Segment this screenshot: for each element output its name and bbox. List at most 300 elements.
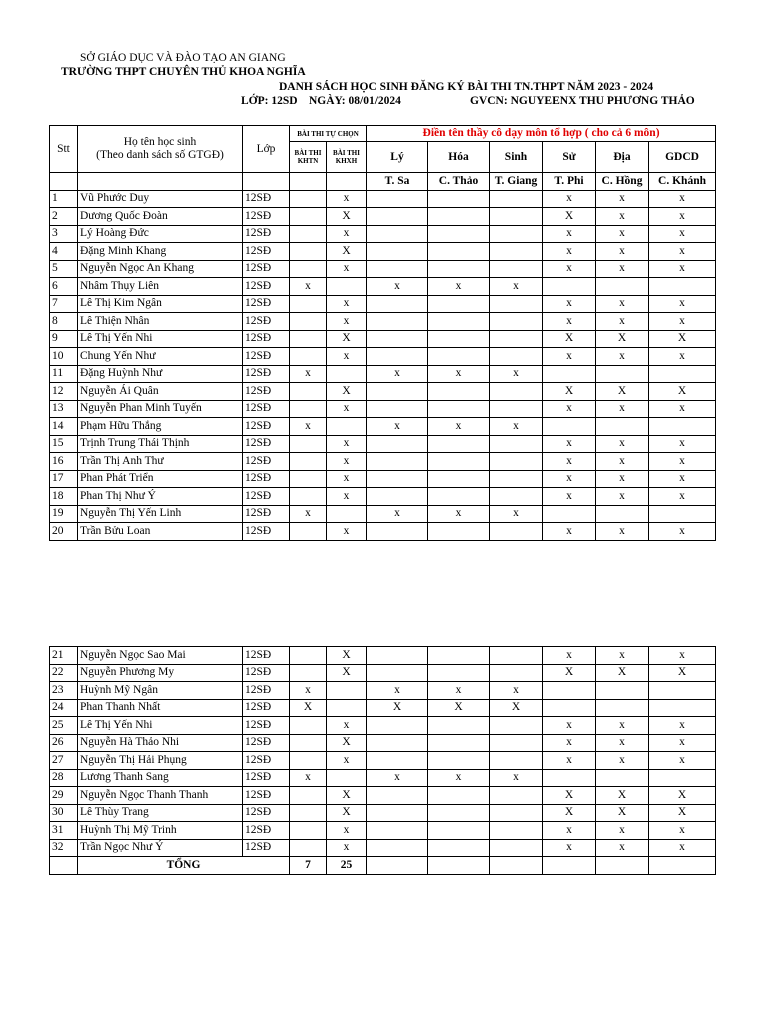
- name-header-line1: Họ tên học sinh: [123, 136, 197, 148]
- row-class: 12SĐ: [243, 383, 290, 401]
- mark-su: x: [543, 260, 596, 278]
- mark-gdcd: x: [649, 208, 716, 226]
- row-class: 12SĐ: [243, 734, 290, 752]
- mark-dia: X: [596, 383, 649, 401]
- mark-khxh: X: [327, 208, 367, 226]
- row-stt: 29: [50, 787, 78, 805]
- table-row: [50, 330, 716, 348]
- mark-dia: X: [596, 330, 649, 348]
- total-khxh: 25: [327, 857, 367, 875]
- mark-ly: [367, 488, 428, 506]
- table-row: [50, 348, 716, 366]
- mark-su: x: [543, 488, 596, 506]
- mark-hoa: [428, 383, 490, 401]
- mark-ly: [367, 734, 428, 752]
- mark-su: [543, 682, 596, 700]
- total-row-blank: [649, 857, 716, 875]
- row-class: 12SĐ: [243, 647, 290, 665]
- mark-su: x: [543, 647, 596, 665]
- mark-sinh: [490, 752, 543, 770]
- row-stt: 6: [50, 278, 78, 296]
- rows-part2: [50, 647, 716, 857]
- mark-khtn: x: [290, 769, 327, 787]
- row-student-name: Trần Thị Anh Thư: [78, 453, 243, 471]
- mark-khxh: x: [327, 470, 367, 488]
- table-row: [50, 752, 716, 770]
- table-row: [50, 734, 716, 752]
- mark-su: x: [543, 470, 596, 488]
- mark-gdcd: x: [649, 453, 716, 471]
- mark-sinh: [490, 400, 543, 418]
- row-student-name: Vũ Phước Duy: [78, 190, 243, 208]
- row-student-name: Lương Thanh Sang: [78, 769, 243, 787]
- table-row: [50, 664, 716, 682]
- row-stt: 27: [50, 752, 78, 770]
- mark-dia: x: [596, 208, 649, 226]
- row-student-name: Trần Bửu Loan: [78, 523, 243, 541]
- mark-khxh: X: [327, 664, 367, 682]
- row-class: 12SĐ: [243, 752, 290, 770]
- mark-gdcd: x: [649, 488, 716, 506]
- row-student-name: Nguyễn Ngọc Sao Mai: [78, 647, 243, 665]
- mark-hoa: [428, 348, 490, 366]
- mark-khxh: [327, 365, 367, 383]
- table-row: [50, 787, 716, 805]
- mark-ly: [367, 664, 428, 682]
- mark-gdcd: x: [649, 717, 716, 735]
- row-student-name: Phan Phát Triển: [78, 470, 243, 488]
- mark-sinh: [490, 488, 543, 506]
- mark-su: x: [543, 225, 596, 243]
- mark-dia: x: [596, 260, 649, 278]
- mark-dia: x: [596, 400, 649, 418]
- mark-sinh: [490, 787, 543, 805]
- row-student-name: Lê Thị Kim Ngân: [78, 295, 243, 313]
- mark-khxh: x: [327, 822, 367, 840]
- mark-su: x: [543, 822, 596, 840]
- mark-sinh: x: [490, 418, 543, 436]
- table-row: [50, 383, 716, 401]
- mark-khxh: X: [327, 804, 367, 822]
- mark-khtn: [290, 822, 327, 840]
- row-class: 12SĐ: [243, 769, 290, 787]
- mark-ly: [367, 400, 428, 418]
- mark-ly: [367, 348, 428, 366]
- mark-sinh: [490, 647, 543, 665]
- mark-su: [543, 699, 596, 717]
- mark-dia: X: [596, 664, 649, 682]
- mark-khtn: [290, 383, 327, 401]
- table-row: [50, 682, 716, 700]
- mark-hoa: x: [428, 418, 490, 436]
- mark-gdcd: [649, 278, 716, 296]
- row-student-name: Nguyễn Phương My: [78, 664, 243, 682]
- mark-sinh: [490, 313, 543, 331]
- teacher-ly: T. Sa: [367, 173, 428, 191]
- mark-sinh: [490, 717, 543, 735]
- table-row: [50, 488, 716, 506]
- mark-hoa: [428, 470, 490, 488]
- mark-dia: [596, 769, 649, 787]
- table-row: [50, 208, 716, 226]
- table-row: [50, 505, 716, 523]
- total-khtn: 7: [290, 857, 327, 875]
- mark-su: x: [543, 717, 596, 735]
- row-student-name: Đặng Huỳnh Như: [78, 365, 243, 383]
- table-row: [50, 470, 716, 488]
- mark-khtn: [290, 190, 327, 208]
- mark-khxh: x: [327, 488, 367, 506]
- teacher-row-blank: [327, 173, 367, 191]
- table-row: [50, 769, 716, 787]
- row-student-name: Nguyễn Phan Minh Tuyến: [78, 400, 243, 418]
- total-row-blank: [596, 857, 649, 875]
- row-class: 12SĐ: [243, 330, 290, 348]
- row-class: 12SĐ: [243, 190, 290, 208]
- mark-ly: [367, 647, 428, 665]
- mark-dia: [596, 699, 649, 717]
- mark-gdcd: x: [649, 822, 716, 840]
- total-row-blank: [490, 857, 543, 875]
- teacher-row-blank: [50, 173, 78, 191]
- mark-dia: x: [596, 822, 649, 840]
- table-row: [50, 839, 716, 857]
- mark-dia: X: [596, 804, 649, 822]
- mark-hoa: [428, 208, 490, 226]
- mark-khtn: [290, 804, 327, 822]
- row-stt: 18: [50, 488, 78, 506]
- row-class: 12SĐ: [243, 488, 290, 506]
- row-class: 12SĐ: [243, 787, 290, 805]
- mark-khxh: x: [327, 839, 367, 857]
- row-stt: 19: [50, 505, 78, 523]
- row-stt: 2: [50, 208, 78, 226]
- mark-khxh: X: [327, 787, 367, 805]
- mark-gdcd: [649, 505, 716, 523]
- row-class: 12SĐ: [243, 225, 290, 243]
- mark-hoa: [428, 488, 490, 506]
- row-student-name: Lê Thùy Trang: [78, 804, 243, 822]
- mark-khxh: X: [327, 734, 367, 752]
- mark-su: x: [543, 400, 596, 418]
- teacher-dia: C. Hồng: [596, 173, 649, 191]
- school-title: TRƯỜNG THPT CHUYÊN THỦ KHOA NGHĨA: [61, 66, 306, 78]
- mark-sinh: [490, 243, 543, 261]
- row-stt: 17: [50, 470, 78, 488]
- mark-khtn: [290, 295, 327, 313]
- mark-ly: [367, 208, 428, 226]
- teacher-row-blank: [290, 173, 327, 191]
- row-class: 12SĐ: [243, 717, 290, 735]
- mark-gdcd: x: [649, 348, 716, 366]
- mark-hoa: x: [428, 682, 490, 700]
- mark-sinh: [490, 208, 543, 226]
- mark-sinh: x: [490, 365, 543, 383]
- row-student-name: Chung Yến Như: [78, 348, 243, 366]
- mark-su: x: [543, 435, 596, 453]
- row-class: 12SĐ: [243, 278, 290, 296]
- mark-hoa: [428, 664, 490, 682]
- mark-dia: x: [596, 295, 649, 313]
- mark-gdcd: x: [649, 839, 716, 857]
- mark-khtn: [290, 523, 327, 541]
- row-stt: 14: [50, 418, 78, 436]
- row-stt: 31: [50, 822, 78, 840]
- row-student-name: Đặng Minh Khang: [78, 243, 243, 261]
- mark-khtn: [290, 717, 327, 735]
- mark-ly: [367, 435, 428, 453]
- mark-khxh: x: [327, 225, 367, 243]
- mark-khxh: x: [327, 348, 367, 366]
- row-class: 12SĐ: [243, 804, 290, 822]
- total-row-blank: [50, 857, 78, 875]
- mark-sinh: [490, 822, 543, 840]
- table-row: [50, 523, 716, 541]
- mark-dia: X: [596, 787, 649, 805]
- row-student-name: Lê Thị Yến Nhi: [78, 717, 243, 735]
- mark-su: X: [543, 664, 596, 682]
- mark-hoa: x: [428, 365, 490, 383]
- rows-part1: [50, 190, 716, 540]
- mark-sinh: [490, 383, 543, 401]
- mark-gdcd: x: [649, 647, 716, 665]
- table-row: [50, 418, 716, 436]
- mark-dia: x: [596, 470, 649, 488]
- name-header: [78, 126, 243, 173]
- row-student-name: Huỳnh Thị Mỹ Trinh: [78, 822, 243, 840]
- mark-gdcd: x: [649, 260, 716, 278]
- mark-khxh: x: [327, 190, 367, 208]
- mark-hoa: [428, 295, 490, 313]
- mark-sinh: [490, 330, 543, 348]
- table-row: [50, 278, 716, 296]
- student-table-part1: [49, 125, 716, 541]
- student-table-part2: [49, 646, 716, 875]
- row-stt: 12: [50, 383, 78, 401]
- mark-ly: [367, 260, 428, 278]
- mark-khxh: [327, 682, 367, 700]
- mark-gdcd: x: [649, 734, 716, 752]
- row-class: 12SĐ: [243, 435, 290, 453]
- mark-ly: [367, 523, 428, 541]
- mark-su: X: [543, 208, 596, 226]
- subject-header-dia: Địa: [596, 142, 649, 173]
- mark-su: x: [543, 295, 596, 313]
- row-student-name: Nguyễn Ngọc Thanh Thanh: [78, 787, 243, 805]
- mark-hoa: [428, 225, 490, 243]
- mark-sinh: [490, 470, 543, 488]
- mark-gdcd: X: [649, 383, 716, 401]
- mark-dia: x: [596, 752, 649, 770]
- row-stt: 22: [50, 664, 78, 682]
- mark-khxh: x: [327, 435, 367, 453]
- mark-dia: x: [596, 488, 649, 506]
- row-class: 12SĐ: [243, 699, 290, 717]
- mark-su: [543, 418, 596, 436]
- mark-ly: x: [367, 278, 428, 296]
- mark-khxh: x: [327, 295, 367, 313]
- row-stt: 21: [50, 647, 78, 665]
- mark-khxh: X: [327, 383, 367, 401]
- row-class: 12SĐ: [243, 505, 290, 523]
- mark-hoa: [428, 822, 490, 840]
- mark-dia: x: [596, 453, 649, 471]
- mark-sinh: [490, 260, 543, 278]
- subject-header-ly: Lý: [367, 142, 428, 173]
- mark-gdcd: x: [649, 243, 716, 261]
- table-row: [50, 400, 716, 418]
- mark-gdcd: [649, 769, 716, 787]
- teacher-row-blank: [78, 173, 243, 191]
- mark-khxh: [327, 505, 367, 523]
- mark-sinh: [490, 523, 543, 541]
- mark-sinh: [490, 453, 543, 471]
- mark-sinh: x: [490, 682, 543, 700]
- table-row: [50, 647, 716, 665]
- row-class: 12SĐ: [243, 523, 290, 541]
- mark-khtn: x: [290, 365, 327, 383]
- mark-su: X: [543, 330, 596, 348]
- mark-khtn: [290, 330, 327, 348]
- mark-hoa: [428, 752, 490, 770]
- teacher-su: T. Phi: [543, 173, 596, 191]
- mark-gdcd: x: [649, 313, 716, 331]
- mark-ly: [367, 787, 428, 805]
- mark-khtn: [290, 453, 327, 471]
- teacher-row-blank: [243, 173, 290, 191]
- mark-sinh: x: [490, 278, 543, 296]
- row-class: 12SĐ: [243, 295, 290, 313]
- mark-hoa: [428, 734, 490, 752]
- mark-hoa: [428, 400, 490, 418]
- mark-gdcd: X: [649, 804, 716, 822]
- mark-ly: X: [367, 699, 428, 717]
- mark-ly: [367, 839, 428, 857]
- mark-khtn: [290, 839, 327, 857]
- mark-khtn: X: [290, 699, 327, 717]
- mark-dia: [596, 418, 649, 436]
- mark-gdcd: x: [649, 295, 716, 313]
- mark-khtn: [290, 348, 327, 366]
- khxh-header: BÀI THI KHXH: [327, 142, 367, 173]
- mark-sinh: [490, 295, 543, 313]
- row-stt: 15: [50, 435, 78, 453]
- mark-su: x: [543, 523, 596, 541]
- mark-ly: [367, 225, 428, 243]
- mark-khxh: x: [327, 313, 367, 331]
- teacher-sinh: T. Giang: [490, 173, 543, 191]
- row-student-name: Phạm Hữu Thắng: [78, 418, 243, 436]
- subject-header-sinh: Sinh: [490, 142, 543, 173]
- mark-sinh: [490, 435, 543, 453]
- subject-header-hoa: Hóa: [428, 142, 490, 173]
- row-stt: 28: [50, 769, 78, 787]
- mark-khxh: x: [327, 260, 367, 278]
- mark-khxh: x: [327, 523, 367, 541]
- mark-su: [543, 769, 596, 787]
- row-class: 12SĐ: [243, 822, 290, 840]
- table-row: [50, 295, 716, 313]
- mark-su: X: [543, 787, 596, 805]
- row-student-name: Huỳnh Mỹ Ngân: [78, 682, 243, 700]
- mark-khtn: x: [290, 505, 327, 523]
- mark-dia: x: [596, 225, 649, 243]
- mark-dia: x: [596, 243, 649, 261]
- mark-gdcd: x: [649, 400, 716, 418]
- table-row: [50, 435, 716, 453]
- mark-khtn: [290, 470, 327, 488]
- mark-dia: [596, 505, 649, 523]
- mark-khtn: [290, 734, 327, 752]
- mark-khtn: x: [290, 418, 327, 436]
- mark-sinh: x: [490, 505, 543, 523]
- mark-khxh: x: [327, 400, 367, 418]
- mark-gdcd: [649, 699, 716, 717]
- mark-gdcd: x: [649, 190, 716, 208]
- row-stt: 32: [50, 839, 78, 857]
- mark-khxh: [327, 769, 367, 787]
- mark-ly: [367, 313, 428, 331]
- table-row: [50, 190, 716, 208]
- mark-khxh: x: [327, 717, 367, 735]
- table-row: [50, 453, 716, 471]
- row-class: 12SĐ: [243, 470, 290, 488]
- mark-dia: x: [596, 839, 649, 857]
- row-class: 12SĐ: [243, 418, 290, 436]
- mark-sinh: X: [490, 699, 543, 717]
- mark-khtn: [290, 752, 327, 770]
- mark-hoa: [428, 435, 490, 453]
- row-class: 12SĐ: [243, 243, 290, 261]
- mark-gdcd: [649, 682, 716, 700]
- total-row-blank: [367, 857, 428, 875]
- table-row: [50, 313, 716, 331]
- mark-su: [543, 505, 596, 523]
- mark-ly: [367, 717, 428, 735]
- row-stt: 30: [50, 804, 78, 822]
- mark-hoa: [428, 839, 490, 857]
- mark-khxh: X: [327, 330, 367, 348]
- total-row-blank: [428, 857, 490, 875]
- mark-sinh: [490, 664, 543, 682]
- table-row: [50, 822, 716, 840]
- mark-hoa: [428, 647, 490, 665]
- mark-khtn: [290, 225, 327, 243]
- mark-su: X: [543, 383, 596, 401]
- mark-hoa: X: [428, 699, 490, 717]
- mark-sinh: [490, 734, 543, 752]
- mark-ly: x: [367, 365, 428, 383]
- mark-khtn: [290, 647, 327, 665]
- row-stt: 26: [50, 734, 78, 752]
- row-stt: 13: [50, 400, 78, 418]
- mark-dia: [596, 682, 649, 700]
- row-class: 12SĐ: [243, 453, 290, 471]
- mark-ly: [367, 383, 428, 401]
- row-stt: 4: [50, 243, 78, 261]
- teacher-hoa: C. Thảo: [428, 173, 490, 191]
- table-row: [50, 699, 716, 717]
- table-row: [50, 717, 716, 735]
- row-class: 12SĐ: [243, 365, 290, 383]
- mark-khxh: X: [327, 647, 367, 665]
- row-stt: 10: [50, 348, 78, 366]
- mark-ly: [367, 190, 428, 208]
- mark-ly: [367, 822, 428, 840]
- mark-hoa: [428, 787, 490, 805]
- mark-khxh: [327, 278, 367, 296]
- mark-gdcd: x: [649, 470, 716, 488]
